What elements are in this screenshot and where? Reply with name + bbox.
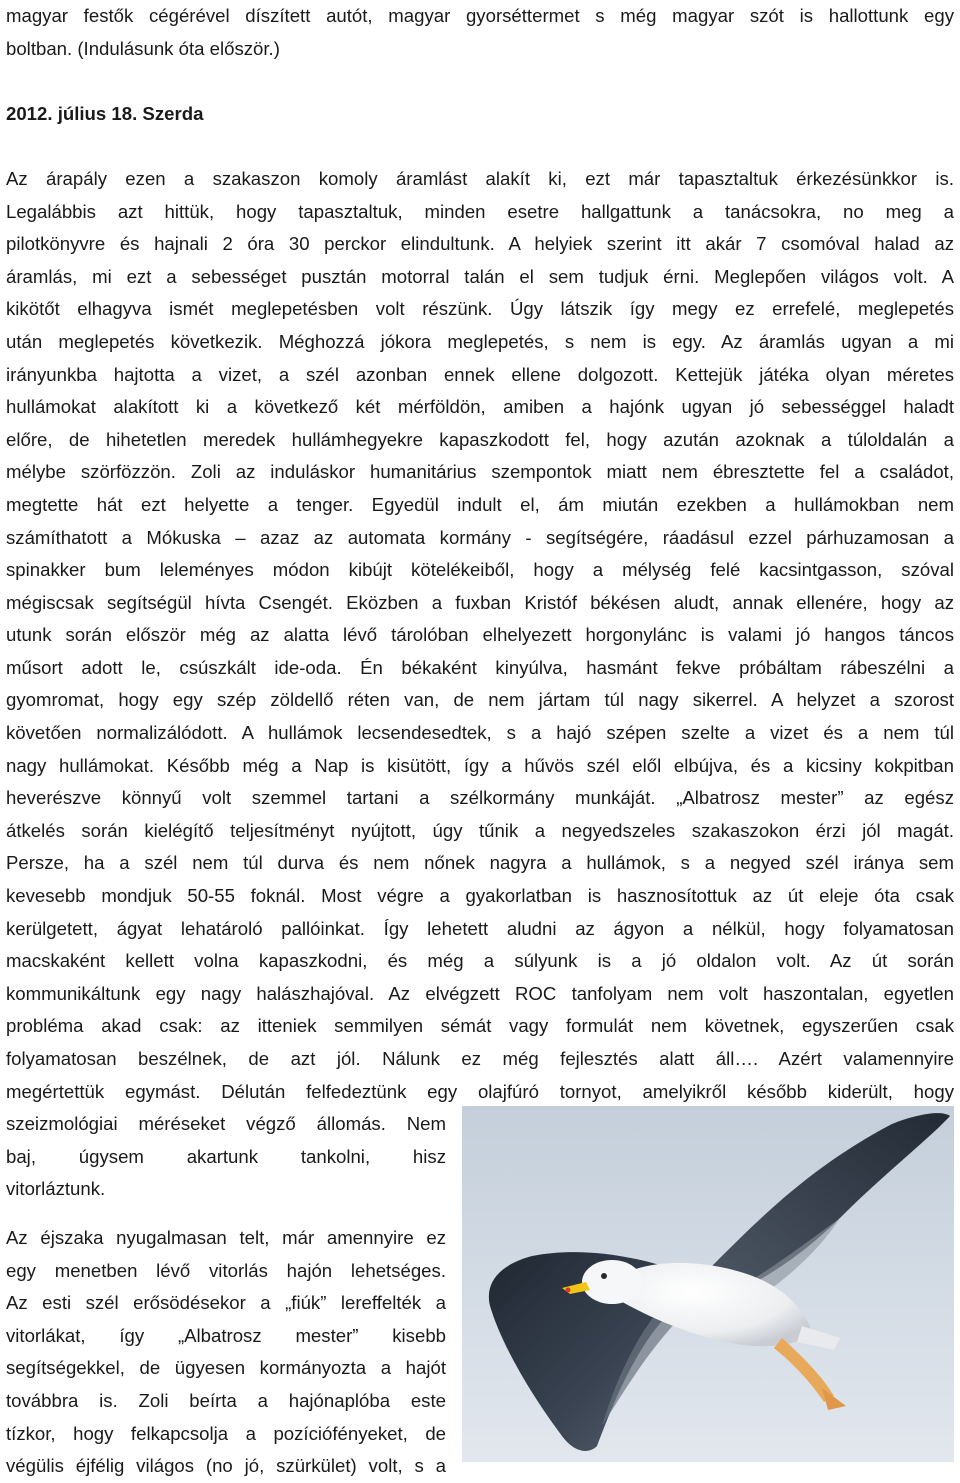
narrow-paragraph-1 xyxy=(6,1108,446,1206)
body-line: heverészve könnyű volt szemmel tartani a szélkormány munkáját. „Albatrosz mester” az egész xyxy=(6,787,954,809)
body-line: után meglepetés következik. Méghozzá jókora meglepetés, s nem is egy. Az áramlás ugyan a mi xyxy=(6,330,954,352)
body-line: nagy hullámokat. Később még a Nap is kisütött, így a hűvös szél elől elbújva, és a kicsiny kokpitban xyxy=(6,754,954,776)
body-line: mégiscsak segítségül hívta Csengét. Eközben a fuxban Kristóf békésen aludt, annak ellenére, hogy az xyxy=(6,591,954,613)
body-line: Legalábbis azt hittük, hogy tapasztaltuk, minden esetre hallgattunk a tanácsokra, no meg a xyxy=(6,200,954,222)
body-line: spinakker bum leleményes módon kibújt kötelékeiből, hogy a mélység felé kacsintgasson, szóval xyxy=(6,559,954,581)
body-line: átkelés során kielégítő teljesítményt nyújtott, úgy tűnik a negyedszeles szakaszokon érzi jól magát. xyxy=(6,819,954,841)
date-heading: 2012. július 18. Szerda xyxy=(6,102,204,124)
body-line: áramlás, mi ezt a sebességet pusztán motorral talán el sem tudjuk érni. Meglepően világos volt. A xyxy=(6,265,954,287)
body-line: macskaként kellett volna kapaszkodni, és még a súlyunk is a jó oldalon volt. Az út során xyxy=(6,950,954,972)
body-line: gyomromat, hogy egy szép zöldellő réten van, de nem jártam túl nagy sikerrel. A helyzet a szorost xyxy=(6,689,954,711)
main-paragraph xyxy=(6,163,954,1108)
body-line: kerülgetett, ágyat lehatároló pallóinkat. Így lehetett aludni az ágyon a nélkül, hogy folyamatosan xyxy=(6,917,954,939)
body-line: vitorláztunk. xyxy=(6,1178,106,1200)
body-line: irányunkba hajtotta a vizet, a szél azonban ennek ellene dolgozott. Kettejük játéka olyan méretes xyxy=(6,363,954,385)
body-line: kikötőt elhagyva ismét meglepetésben volt részünk. Úgy látszik így megy ez errefelé, meglepetés xyxy=(6,298,954,320)
body-line: probléma akad csak: az itteniek semmilyen sémát vagy formulát nem követnek, egyszerűen csak xyxy=(6,1015,954,1037)
narrow-paragraph-2 xyxy=(6,1222,446,1483)
body-line: hullámokat alakított ki a következő két mérföldön, amiben a hajónk ugyan jó sebességgel haladt xyxy=(6,396,954,418)
body-line: követően normalizálódott. A hullámok lecsendesedtek, s a hajó szépen szelte a vizet és a nem túl xyxy=(6,722,954,744)
body-line: Az éjszaka nyugalmasan telt, már amennyire ez xyxy=(6,1226,446,1248)
paragraph-spacer xyxy=(6,65,954,98)
body-line: segítségekkel, de ügyesen kormányozta a hajót xyxy=(6,1357,446,1379)
paragraph-spacer xyxy=(6,130,954,163)
body-line: kommunikáltunk egy nagy halászhajóval. Az elvégzett ROC tanfolyam nem volt haszontalan, egyetlen xyxy=(6,982,954,1004)
body-line: végülis éjfélig világos (no jó, szürkület) volt, s a xyxy=(6,1455,446,1477)
seagull-photo xyxy=(462,1106,954,1462)
body-line: megtette hát ezt helyette a tenger. Egyedül indult el, ám miután ezekben a hullámokban nem xyxy=(6,493,954,515)
body-line: megértettük egymást. Délután felfedeztünk egy olajfúró tornyot, amelyikről később kiderült, hogy xyxy=(6,1080,954,1102)
body-line: szeizmológiai méréseket végző állomás. Nem xyxy=(6,1113,446,1135)
body-line: továbbra is. Zoli beírta a hajónaplóba este xyxy=(6,1389,446,1411)
seagull-icon xyxy=(462,1106,954,1462)
body-line: Persze, ha a szél nem túl durva és nem nőnek nagyra a hullámok, s a negyed szél iránya sem xyxy=(6,852,954,874)
body-line: Az árapály ezen a szakaszon komoly áramlást alakít ki, ezt már tapasztaltuk érkezésünkkor is. xyxy=(6,167,954,189)
body-line: kevesebb mondjuk 50-55 foknál. Most végre a gyakorlatban is hasznosítottuk az út eleje óta csak xyxy=(6,885,954,907)
body-line: előre, de hihetetlen meredek hullámhegyekre kapaszkodott fel, hogy azután azoknak a túloldalán a xyxy=(6,428,954,450)
body-line: baj, úgysem akartunk tankolni, hisz xyxy=(6,1145,446,1167)
body-line: Az esti szél erősödésekor a „fiúk” lereffelték a xyxy=(6,1292,446,1314)
body-line: számíthatott a Mókuska – azaz az automata kormány - segítségére, ráadásul ezzel párhuzamosan a xyxy=(6,526,954,548)
body-line: műsort adott le, csúszkált ide-oda. Én békaként kinyúlva, hasmánt fekve próbáltam rábeszélni a xyxy=(6,656,954,678)
body-line: mélybe szörfözzön. Zoli az induláskor humanitárius szempontok miatt nem ébresztette fel a családot, xyxy=(6,461,954,483)
intro-line-1: magyar festők cégérével díszített autót, magyar gyorséttermet s még magyar szót is hallottunk egy xyxy=(6,5,954,26)
intro-line-2: boltban. (Indulásunk óta először.) xyxy=(6,37,280,59)
body-line: utunk során először még az alatta lévő tárolóban elhelyezett horgonylánc is valami jó hangos táncos xyxy=(6,624,954,646)
body-line: pilotkönyvre és hajnali 2 óra 30 perckor elindultunk. A helyiek szerint itt akár 7 csomóval halad az xyxy=(6,233,954,255)
body-line: tízkor, hogy felkapcsolja a pozíciófényeket, de xyxy=(6,1422,446,1444)
body-line: folyamatosan beszélnek, de azt jól. Nálunk ez még fejlesztés alatt áll…. Azért valamennyire xyxy=(6,1048,954,1069)
body-line: egy menetben lévő vitorlás hajón lehetséges. xyxy=(6,1259,446,1281)
body-line: vitorlákat, így „Albatrosz mester” kisebb xyxy=(6,1324,446,1346)
